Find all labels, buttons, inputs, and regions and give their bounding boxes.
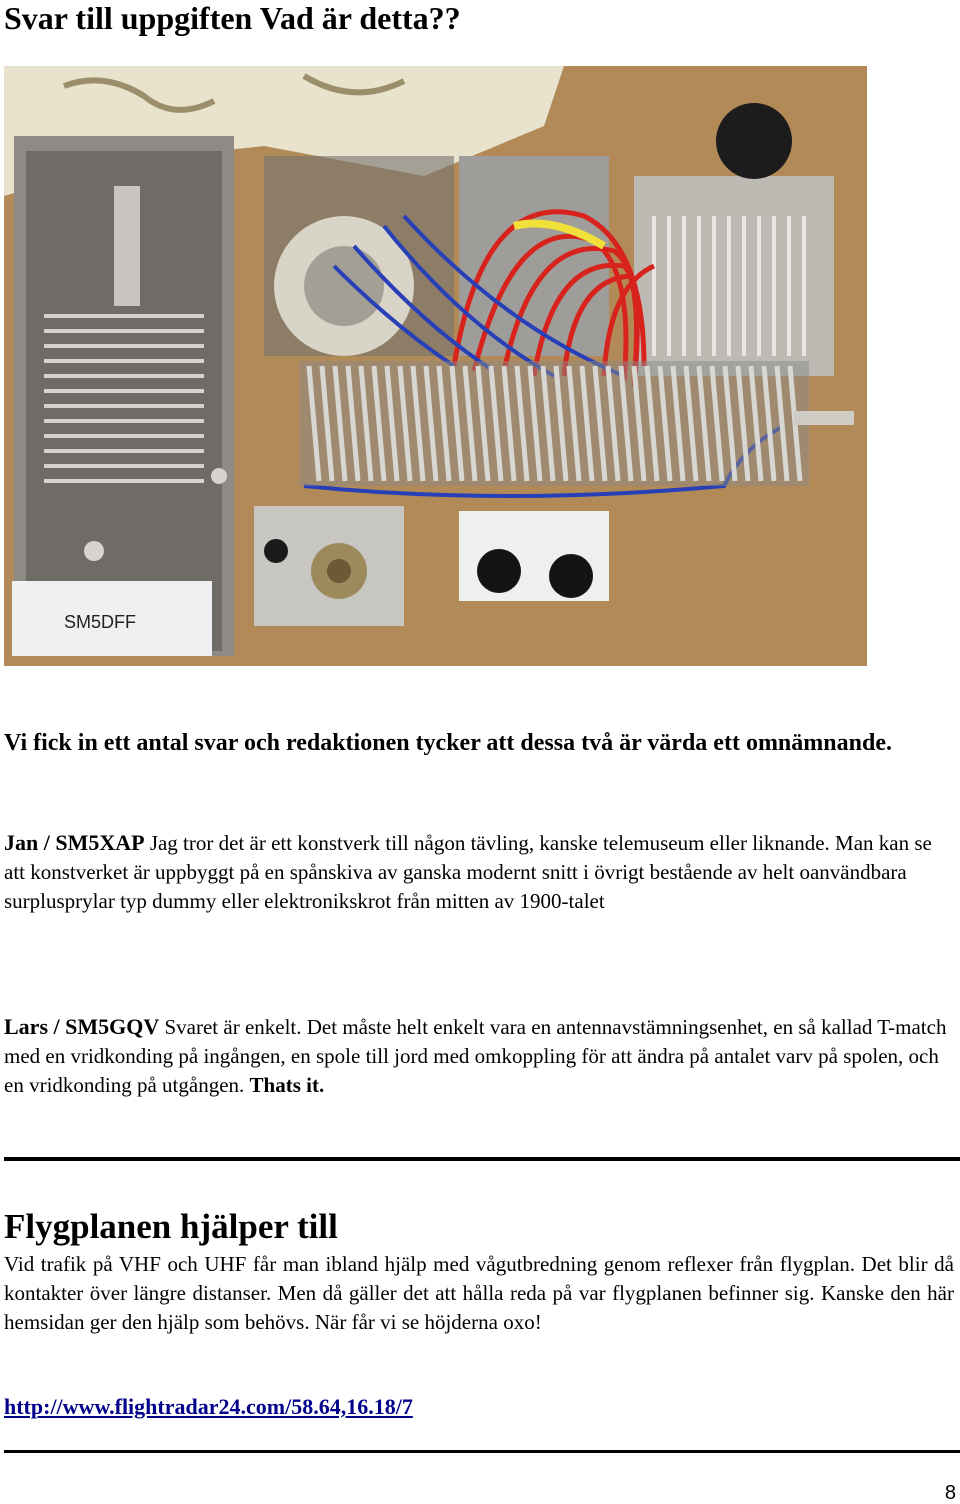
flightradar-link[interactable]: http://www.flightradar24.com/58.64,16.18/7 [4,1394,413,1419]
page-title: Svar till uppgiften Vad är detta?? [4,0,461,36]
answer-lars-name: Lars / SM5GQV [4,1014,160,1039]
answer-lars-text: Svaret är enkelt. Det måste helt enkelt vara en antennavstämningsenhet, en så kallad T-match med en vridkonding på ingången, en spole till jord med omkoppling för att ändra på antalet varv på spolen, och en vridkonding på utgången. [4,1015,947,1097]
answer-jan-text: Jag tror det är ett konstverk till någon tävling, kanske telemuseum eller liknande. Man kan se att konstverket är uppbyggt på en spånskiva av ganska modernt snitt i övrigt bestående av helt oanvändbara surplusprylar typ dummy eller elektronikskrot från mitten av 1900-talet [4,831,932,913]
antenna-tuner-photo [4,66,867,666]
answer-lars [4,1012,954,1100]
section-body: Vid trafik på VHF och UHF får man ibland hjälp med vågutbredning genom reflexer från flygplan. Det blir då kontakter över längre distanser. Men då gäller det att hålla reda på var flygplanen befinner sig. Kanske den här hemsidan ger den hjälp som behövs. När får vi se höjderna oxo! [4,1252,954,1334]
svg-text:SM5DFF: SM5DFF [64,612,136,632]
intro-text: Vi fick in ett antal svar och redaktionen tycker att dessa två är värda ett omnämnande. [4,730,892,756]
answer-lars-closing: Thats it. [249,1073,325,1097]
answer-jan [4,828,954,916]
section-divider [4,1157,960,1161]
answer-jan-name: Jan / SM5XAP [4,830,145,855]
footer-divider [4,1450,960,1453]
section-heading: Flygplanen hjälper till [4,1207,338,1246]
page-number: 8 [944,1482,956,1504]
